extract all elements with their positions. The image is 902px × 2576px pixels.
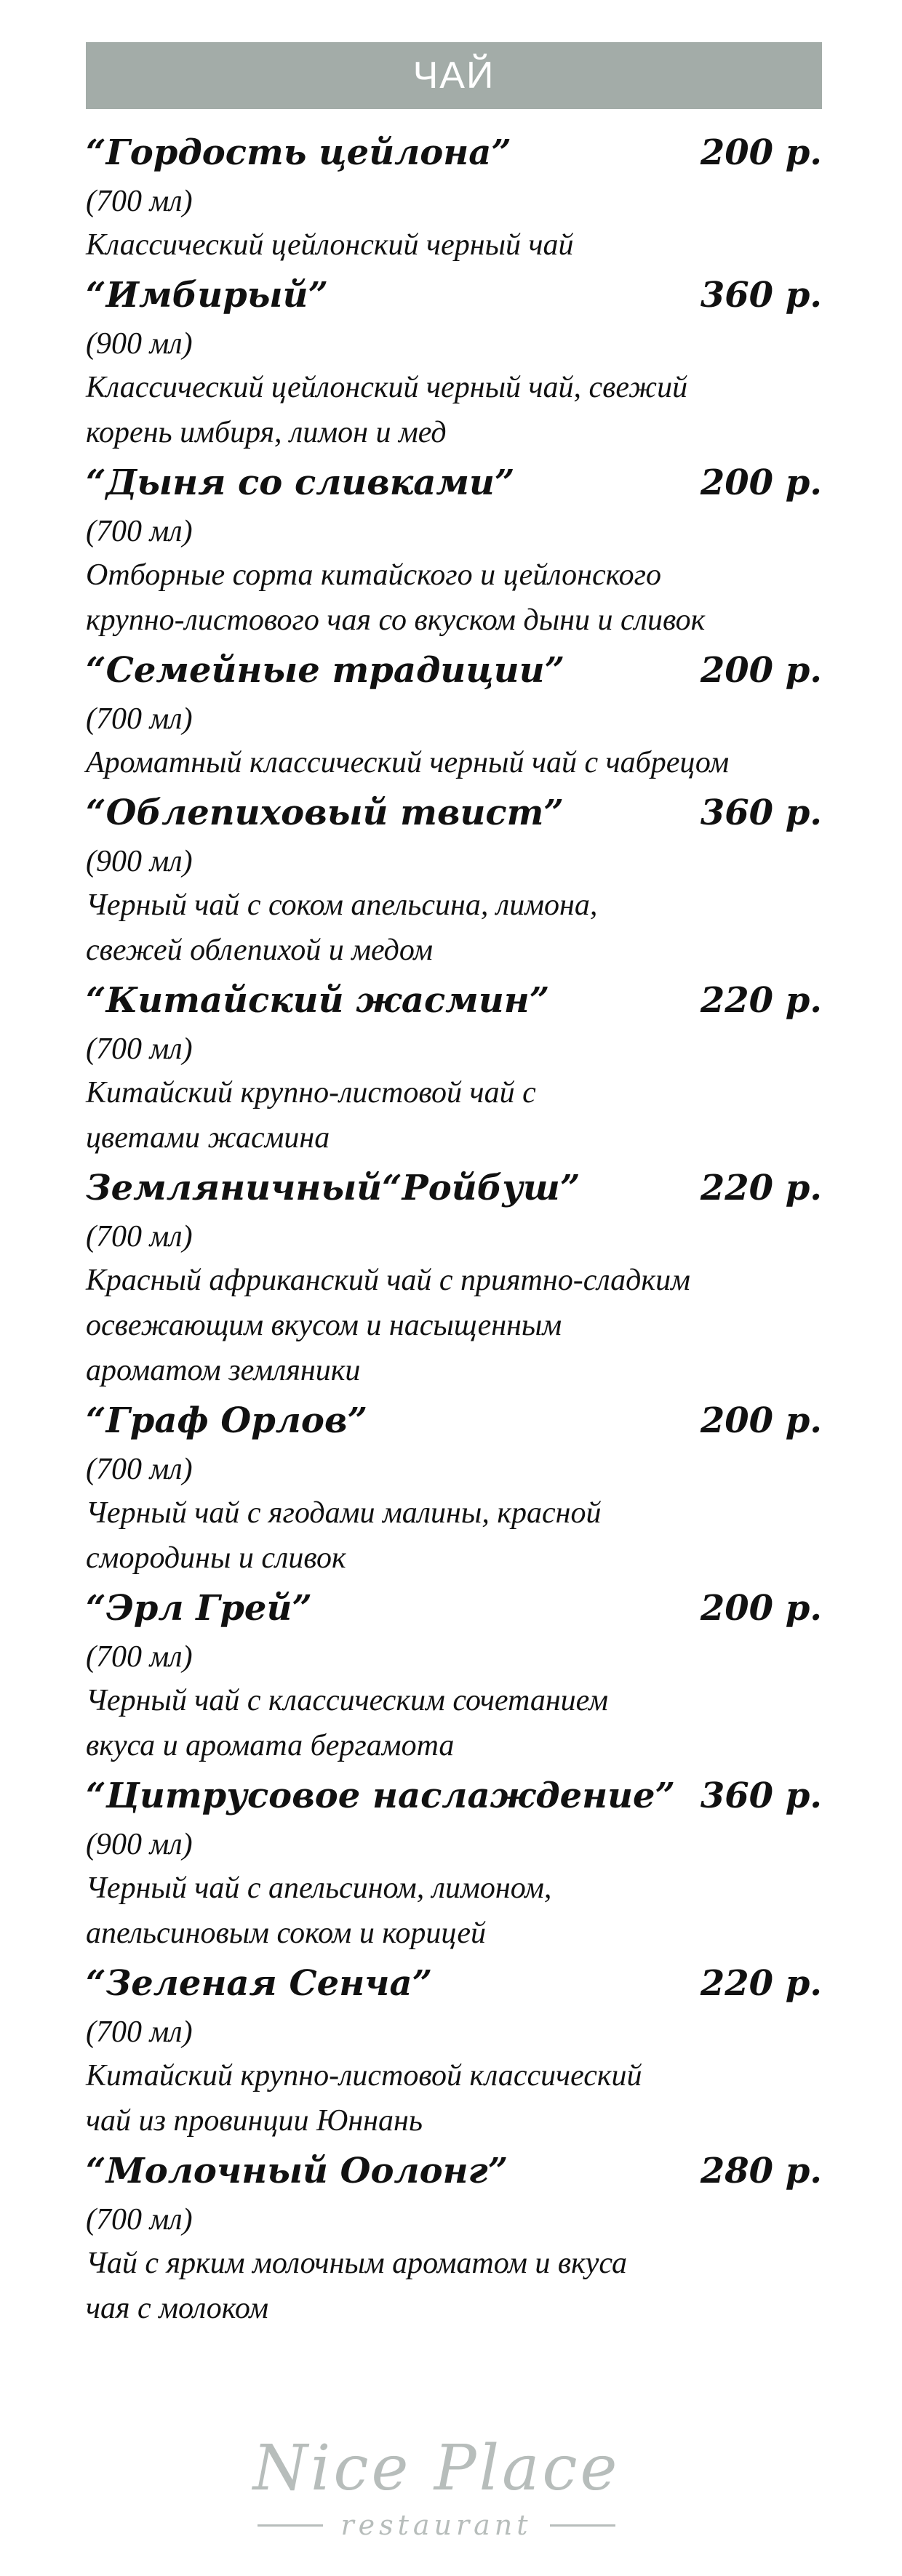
menu-item-description: Черный чай с апельсином, лимоном, (86, 1871, 552, 1905)
menu-item-description: Черный чай с ягодами малины, красной (86, 1496, 602, 1530)
menu-item-volume: (700 мл) (86, 515, 193, 548)
menu-item-volume: (700 мл) (86, 702, 193, 736)
menu-item-price: 360 р. (700, 793, 822, 833)
menu-item-header (86, 275, 822, 323)
menu-item-price: 200 р. (700, 1588, 822, 1629)
menu-item-header (86, 1168, 822, 1216)
menu-item-price: 200 р. (700, 132, 822, 173)
menu-item-volume: (700 мл) (86, 1453, 193, 1486)
logo-subtitle: restaurant (340, 2509, 532, 2541)
menu-item-description: Китайский крупно-листовой классический (86, 2059, 642, 2093)
menu-item-description: чай из провинции Юннань (86, 2104, 423, 2138)
menu-item-volume: (900 мл) (86, 1828, 193, 1861)
section-header (86, 42, 822, 109)
menu-item (86, 275, 822, 455)
menu-item-description: цветами жасмина (86, 1121, 330, 1155)
menu-item (86, 132, 822, 268)
restaurant-logo (233, 2432, 640, 2563)
menu-item-description: Черный чай с классическим сочетанием (86, 1684, 609, 1717)
menu-item-volume: (900 мл) (86, 327, 193, 361)
menu-item-description: Черный чай с соком апельсина, лимона, (86, 888, 598, 922)
menu-item-volume: (700 мл) (86, 1032, 193, 1066)
menu-item-header (86, 2151, 822, 2199)
menu-item-name: “Молочный Оолонг” (86, 2151, 508, 2191)
menu-item-name: “Семейные традиции” (86, 650, 565, 691)
menu-item-name: “Облепиховый твист” (86, 793, 564, 833)
menu-item-volume: (700 мл) (86, 2015, 193, 2049)
menu-item (86, 793, 822, 973)
menu-item-description: смородины и сливок (86, 1541, 346, 1575)
menu-item-volume: (700 мл) (86, 2203, 193, 2236)
menu-item-description: освежающим вкусом и насыщенным (86, 1309, 562, 1342)
menu-item-description: Чай с ярким молочным ароматом и вкуса (86, 2247, 627, 2280)
menu-item-description: крупно-листового чая со вкуском дыни и сливок (86, 603, 706, 637)
menu-item-description: чая с молоком (86, 2292, 269, 2325)
menu-item-volume: (700 мл) (86, 1220, 193, 1253)
menu-item-header (86, 1400, 822, 1448)
menu-item-name: “Цитрусовое наслаждение” (86, 1775, 676, 1816)
menu-item-description: Красный африканский чай с приятно-сладким (86, 1264, 690, 1297)
menu-item-price: 200 р. (700, 462, 822, 503)
menu-item-price: 280 р. (700, 2151, 822, 2191)
menu-item-header (86, 132, 822, 180)
logo-subtitle-row (233, 2509, 640, 2541)
menu-item (86, 1400, 822, 1581)
section-title: ЧАЙ (412, 55, 495, 97)
menu-item (86, 650, 822, 785)
menu-item-price: 220 р. (700, 1168, 822, 1208)
menu-item-name: “Зеленая Сенча” (86, 1963, 433, 2004)
menu-item (86, 462, 822, 643)
menu-item-description: апельсиновым соком и корицей (86, 1917, 487, 1950)
menu-item-header (86, 793, 822, 840)
menu-item-price: 360 р. (700, 275, 822, 316)
logo-rule-right (550, 2524, 615, 2527)
menu-item-price: 200 р. (700, 650, 822, 691)
menu-item-description: ароматом земляники (86, 1354, 361, 1387)
logo-rule-left (258, 2524, 323, 2527)
menu-item-description: вкуса и аромата бергамота (86, 1729, 455, 1762)
menu-item-name: “Гордость цейлона” (86, 132, 511, 173)
menu-item (86, 1775, 822, 1956)
menu-item-price: 220 р. (700, 1963, 822, 2004)
menu-item-description: Китайский крупно-листовой чай с (86, 1076, 536, 1110)
menu-item (86, 1963, 822, 2143)
menu-item-description: корень имбиря, лимон и мед (86, 416, 447, 449)
menu-item-header (86, 1588, 822, 1636)
menu-item-name: “Дыня со сливками” (86, 462, 515, 503)
tea-menu-list (86, 132, 822, 2338)
menu-item-description: Классический цейлонский черный чай (86, 228, 574, 262)
menu-item-header (86, 650, 822, 698)
menu-item-price: 200 р. (700, 1400, 822, 1441)
menu-item-name: “Эрл Грей” (86, 1588, 312, 1629)
menu-item-description: Отборные сорта китайского и цейлонского (86, 558, 662, 592)
menu-item-name: “Китайский жасмин” (86, 980, 550, 1021)
menu-item (86, 1588, 822, 1768)
menu-item-volume: (700 мл) (86, 1640, 193, 1674)
menu-item-header (86, 462, 822, 510)
menu-item-description: свежей облепихой и медом (86, 934, 434, 967)
menu-item-name: “Граф Орлов” (86, 1400, 368, 1441)
menu-item-description: Классический цейлонский черный чай, свежий (86, 371, 688, 404)
menu-item-volume: (700 мл) (86, 185, 193, 218)
menu-item-header (86, 1775, 822, 1823)
menu-item-header (86, 1963, 822, 2011)
menu-item (86, 1168, 822, 1393)
menu-item-description: Ароматный классический черный чай с чабрецом (86, 746, 730, 779)
menu-item-volume: (900 мл) (86, 845, 193, 878)
menu-item (86, 2151, 822, 2331)
menu-item (86, 980, 822, 1160)
menu-item-header (86, 980, 822, 1028)
menu-item-name: “Имбирый” (86, 275, 329, 316)
menu-item-price: 220 р. (700, 980, 822, 1021)
menu-item-price: 360 р. (700, 1775, 822, 1816)
logo-name: Nice Place (252, 2432, 620, 2505)
menu-item-name: Земляничный“Ройбуш” (86, 1168, 580, 1208)
